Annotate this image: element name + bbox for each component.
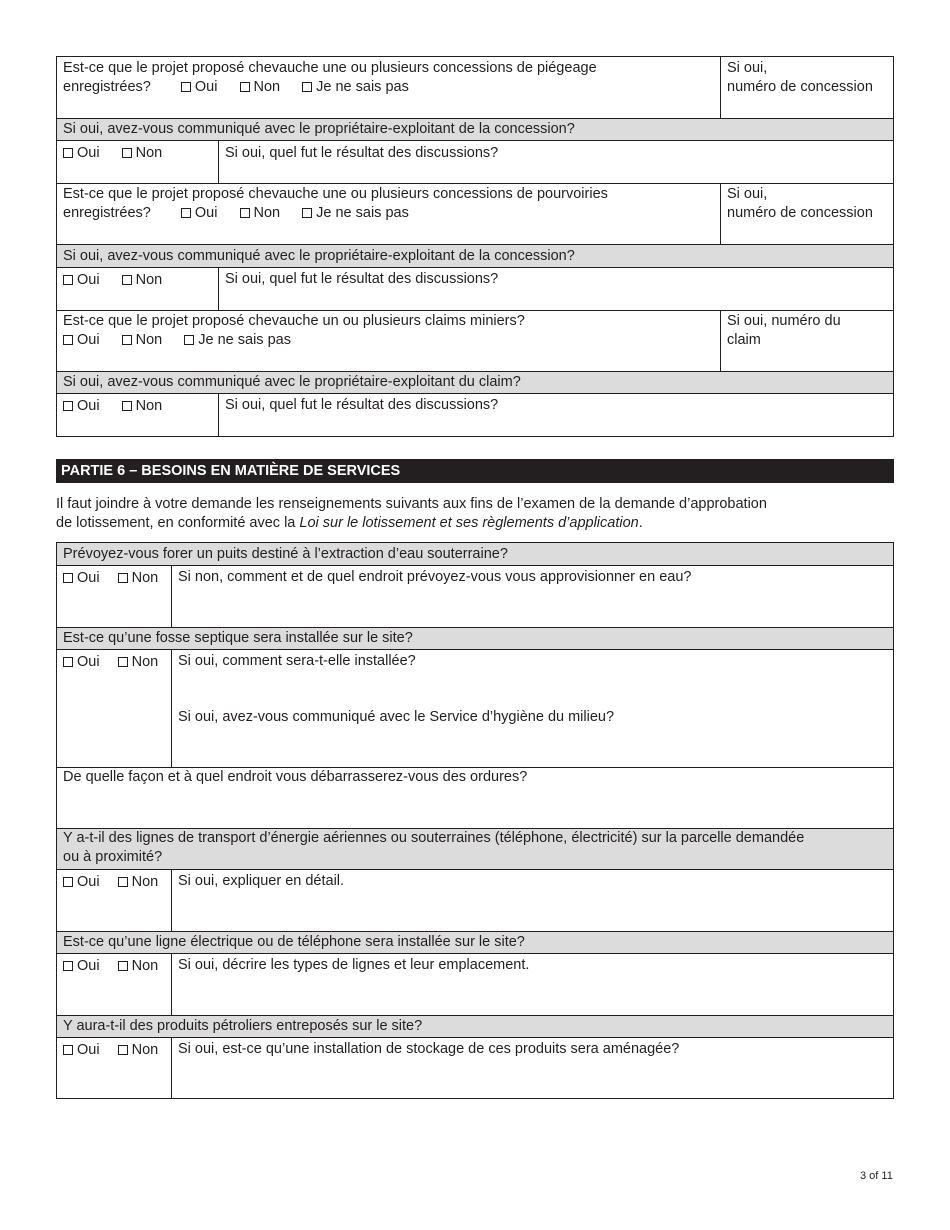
claims-number-label2: claim: [727, 332, 761, 348]
divider: [171, 954, 172, 1015]
checkbox-icon[interactable]: [118, 1045, 128, 1055]
lines-question-line1: Y a-t-il des lignes de transport d’énergie aériennes ou souterraines (téléphone, électricité) sur la parcelle demandée: [63, 830, 805, 846]
checkbox-icon[interactable]: [63, 148, 73, 158]
trap-question-line2: [63, 78, 427, 97]
outfit-contact-question: Si oui, avez-vous communiqué avec le propriétaire-exploitant de la concession?: [63, 248, 575, 264]
outfit-contact-non[interactable]: [122, 271, 163, 290]
intro-text: de lotissement, en conformité avec la: [56, 515, 300, 531]
checkbox-icon[interactable]: [302, 82, 312, 92]
option-label: Non: [135, 398, 163, 414]
option-label: Oui: [77, 398, 100, 414]
claims-option-non[interactable]: [122, 331, 163, 350]
trap-concession-number-label1: Si oui,: [727, 60, 768, 76]
checkbox-icon[interactable]: [118, 657, 128, 667]
option-label: Non: [253, 79, 281, 95]
trap-result-question: Si oui, quel fut le résultat des discussions?: [225, 145, 499, 161]
option-label: Je ne sais pas: [316, 205, 409, 221]
option-label: Non: [135, 332, 163, 348]
septic-follow-up-1: Si oui, comment sera-t-elle installée?: [178, 653, 416, 669]
checkbox-icon[interactable]: [240, 82, 250, 92]
well-non[interactable]: [118, 569, 159, 588]
lines-non[interactable]: [118, 873, 159, 892]
septic-options: [63, 653, 176, 672]
lines-question-line2: ou à proximité?: [63, 849, 163, 865]
trap-contact-non[interactable]: [122, 144, 163, 163]
outfit-option-oui[interactable]: [181, 204, 218, 223]
divider: [720, 183, 721, 244]
checkbox-icon[interactable]: [118, 961, 128, 971]
divider: [720, 310, 721, 371]
option-label: Oui: [77, 654, 100, 670]
outfit-concession-number-label1: Si oui,: [727, 186, 768, 202]
divider: [218, 141, 219, 183]
outfit-option-unknown[interactable]: [302, 204, 409, 223]
septic-question: Est-ce qu’une fosse septique sera installée sur le site?: [63, 630, 413, 646]
claims-contact-non[interactable]: [122, 397, 163, 416]
option-label: Oui: [194, 79, 218, 95]
claims-contact-oui[interactable]: [63, 397, 100, 416]
lines-oui[interactable]: [63, 873, 100, 892]
outfit-contact-options: [63, 271, 180, 290]
checkbox-icon[interactable]: [184, 335, 194, 345]
option-label: Oui: [77, 145, 100, 161]
part6-heading: PARTIE 6 – BESOINS EN MATIÈRE DE SERVICES: [56, 459, 894, 483]
part6-intro-line2: [56, 514, 894, 533]
outfit-question-line1: Est-ce que le projet proposé chevauche une ou plusieurs concessions de pourvoiries: [63, 186, 608, 202]
divider: [218, 394, 219, 436]
trap-concession-number-label2: numéro de concession: [727, 79, 873, 95]
newline-question: Est-ce qu’une ligne électrique ou de téléphone sera installée sur le site?: [63, 934, 525, 950]
checkbox-icon[interactable]: [181, 82, 191, 92]
option-label: Oui: [194, 205, 218, 221]
outfit-result-question: Si oui, quel fut le résultat des discussions?: [225, 271, 499, 287]
option-label: Non: [131, 654, 159, 670]
checkbox-icon[interactable]: [63, 275, 73, 285]
garbage-question: De quelle façon et à quel endroit vous débarrasserez-vous des ordures?: [63, 769, 528, 785]
checkbox-icon[interactable]: [118, 573, 128, 583]
trap-question-line1: Est-ce que le projet proposé chevauche une ou plusieurs concessions de piégeage: [63, 60, 597, 76]
divider: [720, 56, 721, 118]
checkbox-icon[interactable]: [63, 573, 73, 583]
checkbox-icon[interactable]: [63, 335, 73, 345]
checkbox-icon[interactable]: [122, 401, 132, 411]
divider: [171, 650, 172, 767]
option-label: Non: [131, 570, 159, 586]
claims-contact-question: Si oui, avez-vous communiqué avec le propriétaire-exploitant du claim?: [63, 374, 521, 390]
claims-contact-options: [63, 397, 180, 416]
checkbox-icon[interactable]: [63, 1045, 73, 1055]
trap-option-oui[interactable]: [181, 78, 218, 97]
septic-non[interactable]: [118, 653, 159, 672]
trap-question-label: enregistrées?: [63, 79, 151, 95]
option-label: Non: [131, 874, 159, 890]
petro-question: Y aura-t-il des produits pétroliers entreposés sur le site?: [63, 1018, 423, 1034]
newline-non[interactable]: [118, 957, 159, 976]
option-label: Oui: [77, 332, 100, 348]
checkbox-icon[interactable]: [63, 657, 73, 667]
page-number: 3 of 11: [860, 1170, 893, 1182]
well-oui[interactable]: [63, 569, 100, 588]
option-label: Non: [135, 272, 163, 288]
septic-follow-up-2: Si oui, avez-vous communiqué avec le Service d’hygiène du milieu?: [178, 709, 615, 725]
checkbox-icon[interactable]: [181, 208, 191, 218]
claims-question: Est-ce que le projet proposé chevauche un ou plusieurs claims miniers?: [63, 313, 525, 329]
checkbox-icon[interactable]: [122, 275, 132, 285]
checkbox-icon[interactable]: [240, 208, 250, 218]
option-label: Oui: [77, 1042, 100, 1058]
divider: [218, 268, 219, 310]
divider: [171, 870, 172, 931]
option-label: Oui: [77, 958, 100, 974]
checkbox-icon[interactable]: [122, 148, 132, 158]
trap-option-unknown[interactable]: [302, 78, 409, 97]
trap-contact-question: Si oui, avez-vous communiqué avec le propriétaire-exploitant de la concession?: [63, 121, 575, 137]
option-label: Oui: [77, 272, 100, 288]
option-label: Non: [131, 958, 159, 974]
divider: [171, 1038, 172, 1099]
checkbox-icon[interactable]: [63, 877, 73, 887]
petro-non[interactable]: [118, 1041, 159, 1060]
divider: [56, 310, 894, 311]
option-label: Non: [135, 145, 163, 161]
petro-options: [63, 1041, 176, 1060]
option-label: Je ne sais pas: [316, 79, 409, 95]
well-question: Prévoyez-vous forer un puits destiné à l’extraction d’eau souterraine?: [63, 546, 508, 562]
checkbox-icon[interactable]: [122, 335, 132, 345]
outfit-question-label: enregistrées?: [63, 205, 151, 221]
petro-oui[interactable]: [63, 1041, 100, 1060]
option-label: Je ne sais pas: [198, 332, 291, 348]
intro-text-end: .: [638, 515, 643, 531]
option-label: Oui: [77, 570, 100, 586]
septic-oui[interactable]: [63, 653, 100, 672]
outfit-option-non[interactable]: [240, 204, 281, 223]
part6-intro-line1: Il faut joindre à votre demande les renseignements suivants aux fins de l’examen de la demande d’approbation: [56, 496, 767, 512]
outfit-question-line2: [63, 204, 427, 223]
outfit-contact-oui[interactable]: [63, 271, 100, 290]
claims-number-label1: Si oui, numéro du: [727, 313, 841, 329]
newline-follow-up: Si oui, décrire les types de lignes et leur emplacement.: [178, 957, 530, 973]
checkbox-icon[interactable]: [63, 401, 73, 411]
law-title: Loi sur le lotissement et ses règlements d’application: [299, 515, 639, 531]
option-label: Non: [131, 1042, 159, 1058]
lines-options: [63, 873, 176, 892]
option-label: Oui: [77, 874, 100, 890]
lines-follow-up: Si oui, expliquer en détail.: [178, 873, 345, 889]
trap-contact-oui[interactable]: [63, 144, 100, 163]
claims-option-unknown[interactable]: [184, 331, 291, 350]
checkbox-icon[interactable]: [63, 961, 73, 971]
claims-result-question: Si oui, quel fut le résultat des discussions?: [225, 397, 499, 413]
divider: [56, 183, 894, 184]
trap-option-non[interactable]: [240, 78, 281, 97]
divider: [171, 566, 172, 627]
petro-follow-up: Si oui, est-ce qu’une installation de stockage de ces produits sera aménagée?: [178, 1041, 680, 1057]
newline-oui[interactable]: [63, 957, 100, 976]
option-label: Non: [253, 205, 281, 221]
checkbox-icon[interactable]: [302, 208, 312, 218]
claims-options: [63, 331, 309, 350]
claims-option-oui[interactable]: [63, 331, 100, 350]
checkbox-icon[interactable]: [118, 877, 128, 887]
newline-options: [63, 957, 176, 976]
outfit-concession-number-label2: numéro de concession: [727, 205, 873, 221]
well-follow-up: Si non, comment et de quel endroit prévoyez-vous vous approvisionner en eau?: [178, 569, 692, 585]
trap-contact-options: [63, 144, 180, 163]
well-options: [63, 569, 176, 588]
part6-intro: [56, 495, 894, 533]
